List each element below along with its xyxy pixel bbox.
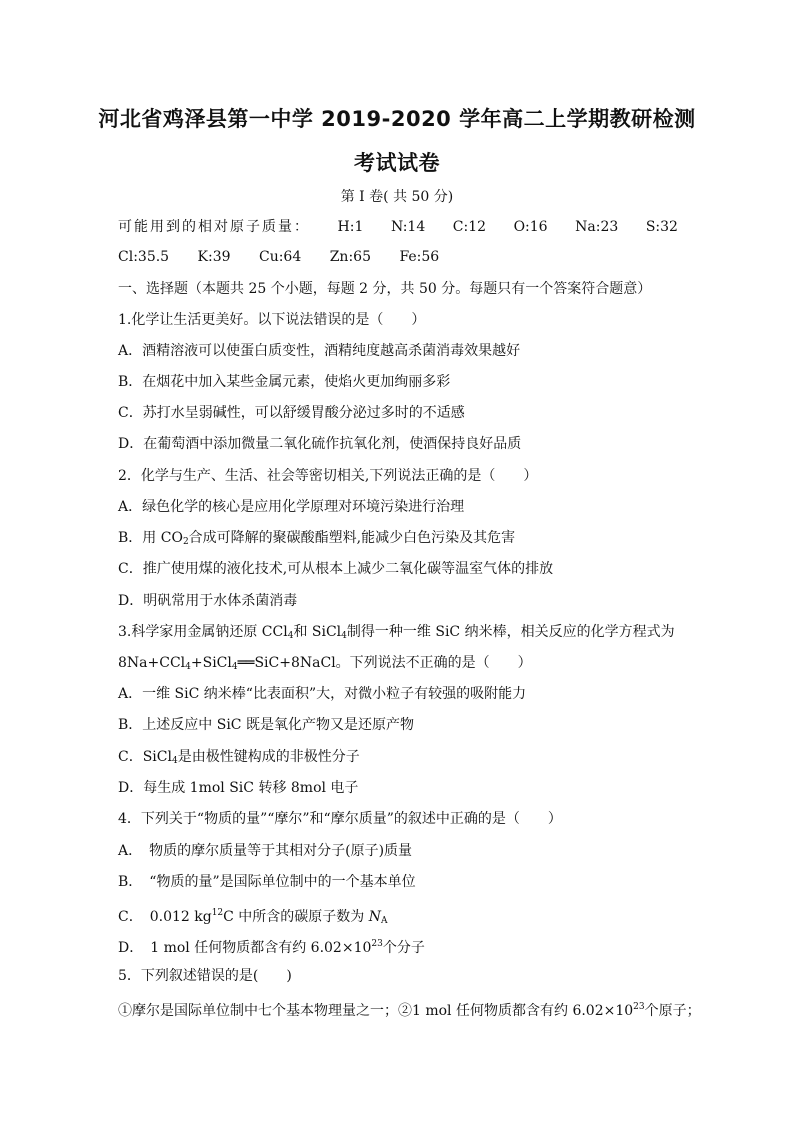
q4-option-c: C． 0.012 $kg^{12}C$ 中所含的碳原子数为 $N_A$ bbox=[118, 908, 388, 926]
atomic-masses-row2: Cl:35.5 K:39 Cu:64 Zn:65 Fe:56 bbox=[118, 249, 440, 265]
section-heading: 一、选择题（本题共 25 个小题，每题 2 分，共 50 分。每题只有一个答案符合题意） bbox=[118, 281, 652, 297]
q3-stem: 3.科学家用金属钠还原 CCl$_4$和 SiCl$_4$制得一种一维 SiC 纳米棒，相关反应的化学方程式为 bbox=[118, 624, 675, 641]
exam-title-line1: 河北省鸡泽县第一中学 2019-2020 学年高二上学期教研检测 bbox=[98, 107, 696, 131]
atomic-masses-row1: 可能用到的相对原子质量： H:1 N:14 C:12 O:16 Na:23 S:32 bbox=[118, 219, 678, 235]
q2-option-c: C．推广使用煤的液化技术,可从根本上减少二氧化碳等温室气体的排放 bbox=[118, 561, 554, 577]
q1-option-c: C．苏打水呈弱碱性，可以舒缓胃酸分泌过多时的不适感 bbox=[118, 405, 465, 421]
q3-option-c: C．SiCl$_4$是由极性键构成的非极性分子 bbox=[118, 749, 360, 766]
q2-option-d: D．明矾常用于水体杀菌消毒 bbox=[118, 593, 298, 609]
q3-option-a: A．一维 SiC 纳米棒“比表面积”大，对微小粒子有较强的吸附能力 bbox=[118, 686, 527, 702]
q2-stem: 2．化学与生产、生活、社会等密切相关,下列说法正确的是（ ） bbox=[118, 468, 538, 484]
q4-option-b: B． “物质的量”是国际单位制中的一个基本单位 bbox=[118, 874, 416, 890]
q1-option-d: D．在葡萄酒中添加微量二氧化硫作抗氧化剂，使酒保持良好品质 bbox=[118, 436, 522, 452]
q5-statement-line: ①摩尔是国际单位制中七个基本物理量之一；②1 mol 任何物质都含有约 $6.02\times 10^{23}$个原子； bbox=[118, 1002, 701, 1019]
q5-stem: 5．下列叙述错误的是( ) bbox=[118, 968, 292, 984]
q3-option-d: D．每生成 1mol SiC 转移 8mol 电子 bbox=[118, 780, 359, 796]
q1-option-b: B．在烟花中加入某些金属元素，使焰火更加绚丽多彩 bbox=[118, 374, 451, 390]
masses-label: 可能用到的相对原子质量： bbox=[118, 219, 310, 235]
q4-option-d: D． 1 mol 任何物质都含有约 $6.02\times 10^{23}$个分子 bbox=[118, 939, 425, 956]
q4-stem: 4．下列关于“物质的量”“摩尔”和“摩尔质量”的叙述中正确的是（ ） bbox=[118, 811, 562, 827]
q4-option-a: A． 物质的摩尔质量等于其相对分子(原子)质量 bbox=[118, 843, 413, 859]
q3-option-b: B．上述反应中 SiC 既是氧化产物又是还原产物 bbox=[118, 717, 414, 733]
exam-title-line2: 考试试卷 bbox=[354, 151, 440, 175]
q2-option-b: B．用 $CO_2$合成可降解的聚碳酸酯塑料,能减少白色污染及其危害 bbox=[118, 530, 516, 547]
q1-option-a: A．酒精溶液可以使蛋白质变性，酒精纯度越高杀菌消毒效果越好 bbox=[118, 343, 521, 359]
q3-equation: 8Na+CCl$_4$+SiCl$_4$══SiC+8NaCl。下列说法不正确的是（ ） bbox=[118, 655, 532, 672]
q1-stem: 1.化学让生活更美好。以下说法错误的是（ ） bbox=[118, 312, 426, 328]
q2-option-a: A．绿色化学的核心是应用化学原理对环境污染进行治理 bbox=[118, 499, 465, 515]
part-heading: 第 I 卷( 共 50 分) bbox=[340, 189, 454, 205]
